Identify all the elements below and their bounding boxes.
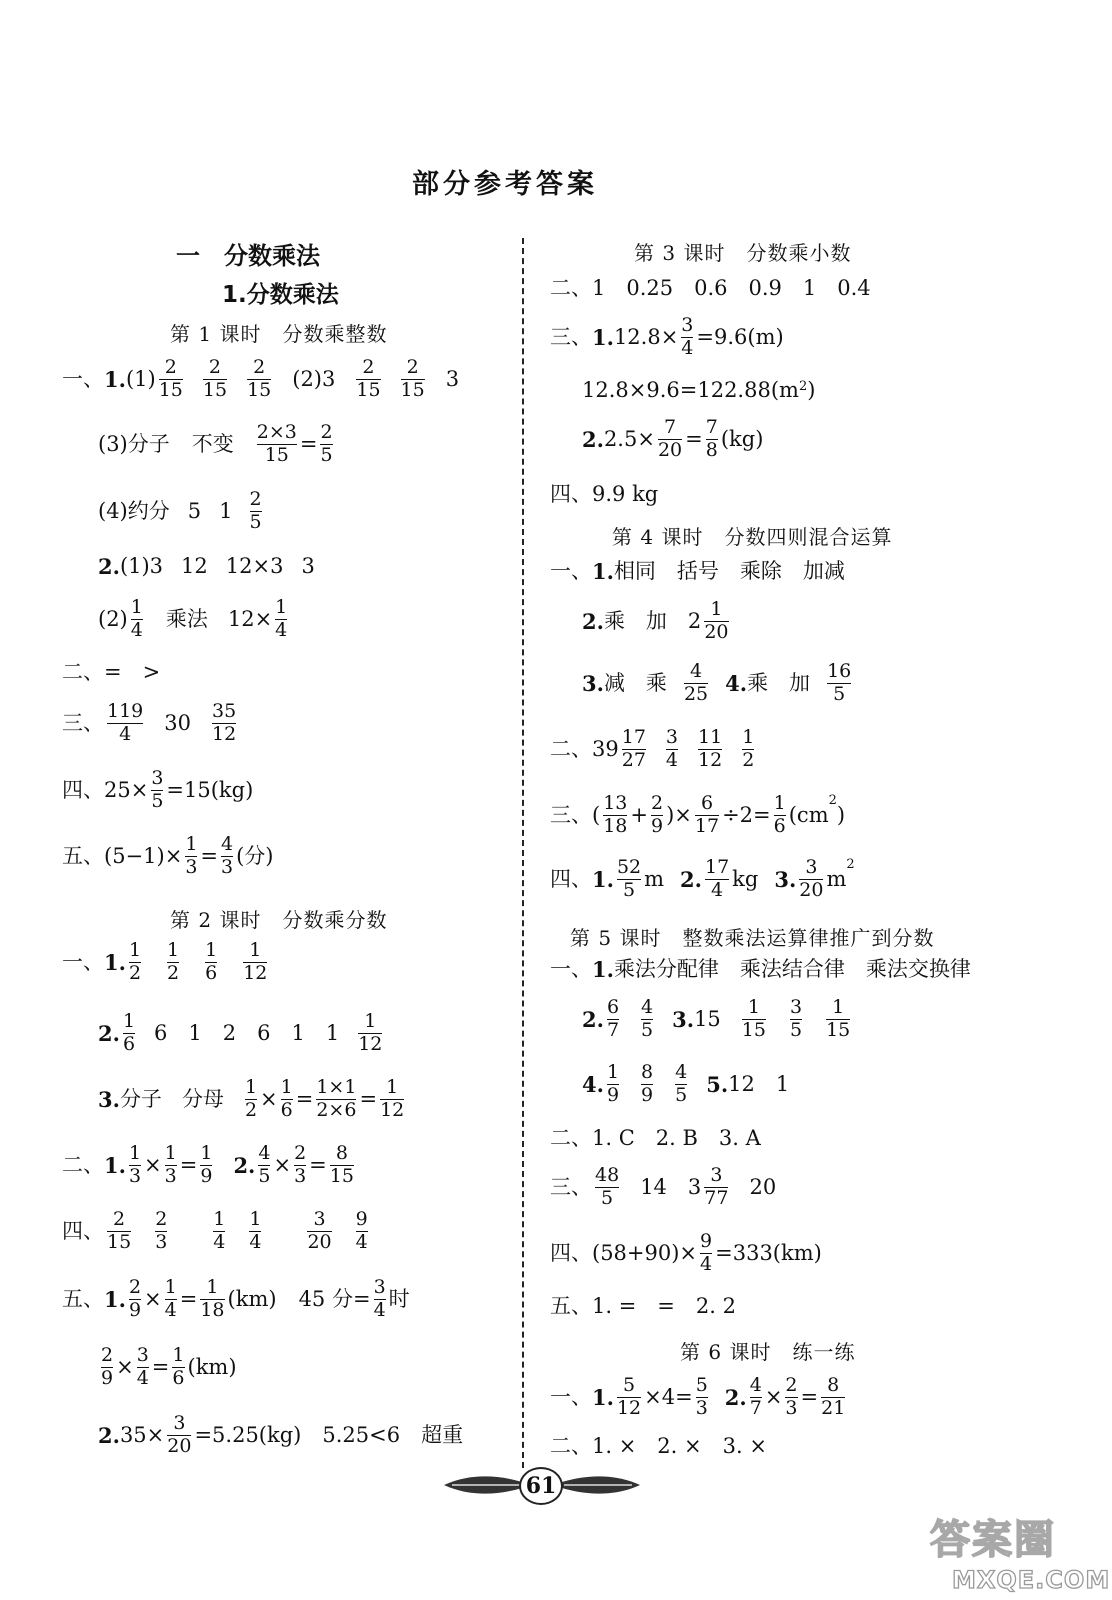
answer-line: 四、 (58+90)× 9 4 =333(km): [550, 1230, 822, 1275]
fraction: 1 6: [172, 1344, 185, 1389]
fraction: 2 5: [320, 421, 333, 466]
fraction: 13 18: [603, 792, 628, 837]
fraction: 1 4: [249, 1208, 262, 1253]
fraction: 1 6: [122, 1010, 136, 1055]
answer-line: 二、 1 0.25 0.6 0.9 1 0.4: [550, 276, 871, 300]
fraction: 5 3: [695, 1374, 708, 1419]
fraction: 1 4: [213, 1208, 226, 1253]
lesson-5-heading: 第 5 课时 整数乘法运算律推广到分数: [570, 926, 935, 950]
fraction: 1 6: [205, 939, 218, 984]
answer-line: 二、 1. C 2. B 3. A: [550, 1126, 761, 1150]
answer-line: 12.8×9.6=122.88(m 2 ): [582, 378, 816, 402]
answer-line: 2. 1 6 6 1 2 6 1 1 1 12: [98, 1010, 383, 1055]
answer-line: 一、 1. 1 2 1 2 1 6 1 12: [62, 939, 268, 984]
fraction: 3 20: [799, 856, 824, 901]
answer-line: 三、 ( 13 18 + 2 9 )× 6 17 ÷2= 1 6 (cm $^2$ ): [550, 792, 846, 837]
answer-line: 三、 48 5 14 3 3 77 20: [550, 1164, 777, 1209]
fraction: 4 5: [675, 1061, 688, 1106]
watermark-url: MXQE.COM: [952, 1566, 1111, 1594]
answer-line: 五、 1. = = 2. 2: [550, 1294, 736, 1318]
fraction: 1 9: [606, 1061, 620, 1106]
fraction: 1 6: [280, 1076, 293, 1121]
fraction: 7 8: [705, 416, 718, 461]
answer-line: 三、 1. 12.8× 3 4 =9.6(m): [550, 314, 784, 359]
fraction: 4 7: [749, 1374, 762, 1419]
fraction: 1×1 2×6: [316, 1076, 357, 1121]
fraction: 1 4: [130, 596, 143, 641]
fraction: 1 2: [244, 1076, 258, 1121]
answer-line: 四、 9.9 kg: [550, 482, 659, 506]
answer-line: 2. (1)3 12 12×3 3: [98, 554, 315, 579]
answer-line: 二、 = >: [62, 660, 161, 684]
fraction: 48 5: [595, 1164, 620, 1209]
answer-line: 一、 1. 相同 括号 乘除 加减: [550, 559, 845, 584]
fraction: 2 15: [400, 356, 425, 401]
fraction: 3 20: [307, 1208, 332, 1253]
fraction: 1 12: [243, 939, 268, 984]
answer-line: 二、 39 17 27 3 4 11 12 1 2: [550, 726, 755, 771]
answer-line: 一、 1. 5 12 ×4= 5 3 2. 4 7 × 2 3 = 8 21: [550, 1374, 846, 1419]
fraction: 1 18: [200, 1276, 225, 1321]
fraction: 1 3: [164, 1142, 177, 1187]
fraction: 2 3: [155, 1208, 168, 1253]
fraction: 1 2: [742, 726, 755, 771]
fraction: 52 5: [616, 856, 642, 901]
answer-line: 二、 1. 1 3 × 1 3 = 1 9 2. 4 5 × 2 3 = 8 15: [62, 1142, 354, 1187]
fraction: 2×3 15: [256, 421, 297, 466]
fraction: 7 20: [657, 416, 683, 461]
fraction: 3 4: [681, 314, 694, 359]
lesson-6-heading: 第 6 课时 练一练: [680, 1340, 856, 1364]
lesson-3-heading: 第 3 课时 分数乘小数: [634, 241, 852, 265]
fraction: 2 15: [107, 1208, 132, 1253]
fraction: 3 77: [704, 1164, 729, 1209]
fraction: 4 5: [641, 996, 654, 1041]
fraction: 4 5: [258, 1142, 271, 1187]
fraction: 6 17: [694, 792, 720, 837]
fraction: 1 2: [128, 939, 142, 984]
fraction: 8 9: [641, 1061, 654, 1106]
fraction: 1 15: [826, 996, 851, 1041]
column-divider: [522, 238, 524, 1468]
fraction: 8 21: [821, 1374, 846, 1419]
watermark-logo: 答案圈: [930, 1517, 1056, 1563]
fraction: 3 4: [665, 726, 679, 771]
fraction: 1 3: [128, 1142, 142, 1187]
fraction: 2 15: [356, 356, 381, 401]
answer-line: 五、 (5−1)× 1 3 = 4 3 (分): [62, 833, 274, 878]
fraction: 9 4: [700, 1230, 713, 1275]
answer-line: 一、 1. 乘法分配律 乘法结合律 乘法交换律: [550, 957, 971, 982]
fraction: 1 6: [773, 792, 786, 837]
fraction: 1 4: [275, 596, 288, 641]
fraction: 3 5: [151, 767, 164, 812]
fraction: 2 15: [202, 356, 228, 401]
answer-line: 2. 2.5× 7 20 = 7 8 (kg): [582, 416, 764, 461]
answer-line: 五、 1. 2 9 × 1 4 = 1 18 (km) 45 分= 3 4 时: [62, 1276, 410, 1321]
fraction: 9 4: [355, 1208, 368, 1253]
fraction: 16 5: [827, 660, 852, 705]
fraction: 3 20: [167, 1412, 192, 1457]
fraction: 6 7: [606, 996, 620, 1041]
fraction: 35 12: [212, 700, 237, 745]
fraction: 1 4: [164, 1276, 177, 1321]
fraction: 17 4: [704, 856, 730, 901]
lesson-2-heading: 第 2 课时 分数乘分数: [170, 908, 388, 932]
fraction: 1 9: [200, 1142, 213, 1187]
fraction: 1 2: [167, 939, 180, 984]
answer-line: 3. 分子 分母 1 2 × 1 6 = 1×1 2×6 = 1 12: [98, 1076, 405, 1121]
fraction: 119 4: [107, 700, 144, 745]
fraction: 2 3: [294, 1142, 307, 1187]
unit-title: 一 分数乘法: [176, 242, 320, 270]
fraction: 3 4: [373, 1276, 386, 1321]
fraction: 2 9: [651, 792, 664, 837]
answer-line: 一、 1. (1) 2 15 2 15 2 15 (2)3 2 15 2 15 3: [62, 356, 460, 401]
page-title: 部分参考答案: [412, 169, 598, 200]
fraction: 3 4: [136, 1344, 149, 1389]
fraction: 17 27: [621, 726, 646, 771]
answer-line: 2 9 × 3 4 = 1 6 (km): [101, 1344, 237, 1389]
fraction: 4 25: [683, 660, 709, 705]
fraction: 11 12: [698, 726, 723, 771]
fraction: 1 15: [741, 996, 766, 1041]
answer-line: 3. 减 乘 4 25 4. 乘 加 16 5: [582, 660, 852, 705]
fraction: 2 15: [247, 356, 272, 401]
subunit-title: 1.分数乘法: [222, 282, 339, 308]
fraction: 1 20: [704, 598, 729, 643]
answer-line: 四、 1. 52 5 m 2. 17 4 kg 3. 3 20 m $^2$: [550, 856, 855, 901]
answer-line: 三、 119 4 30 35 12: [62, 700, 237, 745]
answer-line: 4. 1 9 8 9 4 5 5. 12 1: [582, 1061, 790, 1106]
answer-line: 四、 2 15 2 3 1 4 1 4 3 20 9 4: [62, 1208, 368, 1253]
fraction: 2 9: [128, 1276, 142, 1321]
fraction: 2 5: [249, 488, 262, 533]
lesson-4-heading: 第 4 课时 分数四则混合运算: [612, 525, 893, 549]
fraction: 4 3: [221, 833, 234, 878]
fraction: 2 9: [101, 1344, 114, 1389]
fraction: 5 12: [616, 1374, 642, 1419]
fraction: 1 3: [185, 833, 198, 878]
fraction: 1 12: [358, 1010, 383, 1055]
fraction: 1 12: [380, 1076, 405, 1121]
answer-line: 二、 1. × 2. × 3. ×: [550, 1434, 767, 1458]
fraction: 2 15: [158, 356, 183, 401]
fraction: 2 3: [785, 1374, 798, 1419]
answer-line: 2. 35× 3 20 =5.25(kg) 5.25<6 超重: [98, 1412, 464, 1457]
answer-line: 2. 6 7 4 5 3. 15 1 15 3 5 1 15: [582, 996, 851, 1041]
fraction: 3 5: [789, 996, 803, 1041]
page-number: 61: [519, 1467, 563, 1505]
answer-line: (3)分子 不变 2×3 15 = 2 5: [98, 421, 333, 466]
fraction: 8 15: [329, 1142, 354, 1187]
answer-line: (4)约分 5 1 2 5: [98, 488, 262, 533]
answer-line: (2) 1 4 乘法 12× 1 4: [98, 596, 288, 641]
answer-line: 四、 25× 3 5 =15(kg): [62, 767, 254, 812]
lesson-1-heading: 第 1 课时 分数乘整数: [170, 322, 388, 346]
answer-line: 2. 乘 加 2 1 20: [582, 598, 729, 643]
